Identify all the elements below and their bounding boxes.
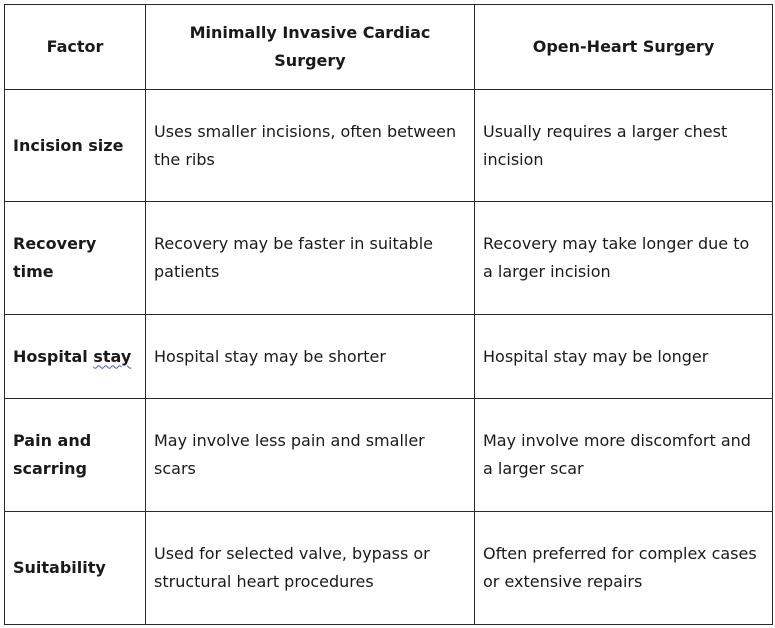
table-row (5, 315, 773, 399)
header-factor: Factor (5, 5, 146, 90)
row-factor: Incision size (5, 90, 146, 202)
row-minimally-invasive-cell: May involve less pain and smaller scars (146, 399, 475, 512)
row-open-heart-cell: Hospital stay may be longer (475, 315, 773, 399)
row-factor-prefix: Hospital (13, 346, 94, 366)
row-factor (5, 315, 146, 399)
row-factor: Suitability (5, 512, 146, 625)
row-open-heart-cell: May involve more discomfort and a larger scar (475, 399, 773, 512)
row-factor: Pain and scarring (5, 399, 146, 512)
table-row (5, 512, 773, 625)
row-factor: Recovery time (5, 202, 146, 315)
spellcheck-flagged-word[interactable]: stay (93, 346, 132, 366)
row-minimally-invasive-cell: Recovery may be faster in suitable patients (146, 202, 475, 315)
comparison-table (4, 4, 773, 625)
table-row (5, 90, 773, 202)
row-open-heart-cell: Recovery may take longer due to a larger incision (475, 202, 773, 315)
header-minimally-invasive: Minimally Invasive Cardiac Surgery (146, 5, 475, 90)
row-open-heart-cell: Often preferred for complex cases or extensive repairs (475, 512, 773, 625)
header-row (5, 5, 773, 90)
table-row (5, 202, 773, 315)
row-minimally-invasive-cell: Hospital stay may be shorter (146, 315, 475, 399)
header-open-heart: Open-Heart Surgery (475, 5, 773, 90)
row-open-heart-cell: Usually requires a larger chest incision (475, 90, 773, 202)
row-minimally-invasive-cell: Uses smaller incisions, often between the ribs (146, 90, 475, 202)
row-minimally-invasive-cell: Used for selected valve, bypass or structural heart procedures (146, 512, 475, 625)
table-row (5, 399, 773, 512)
